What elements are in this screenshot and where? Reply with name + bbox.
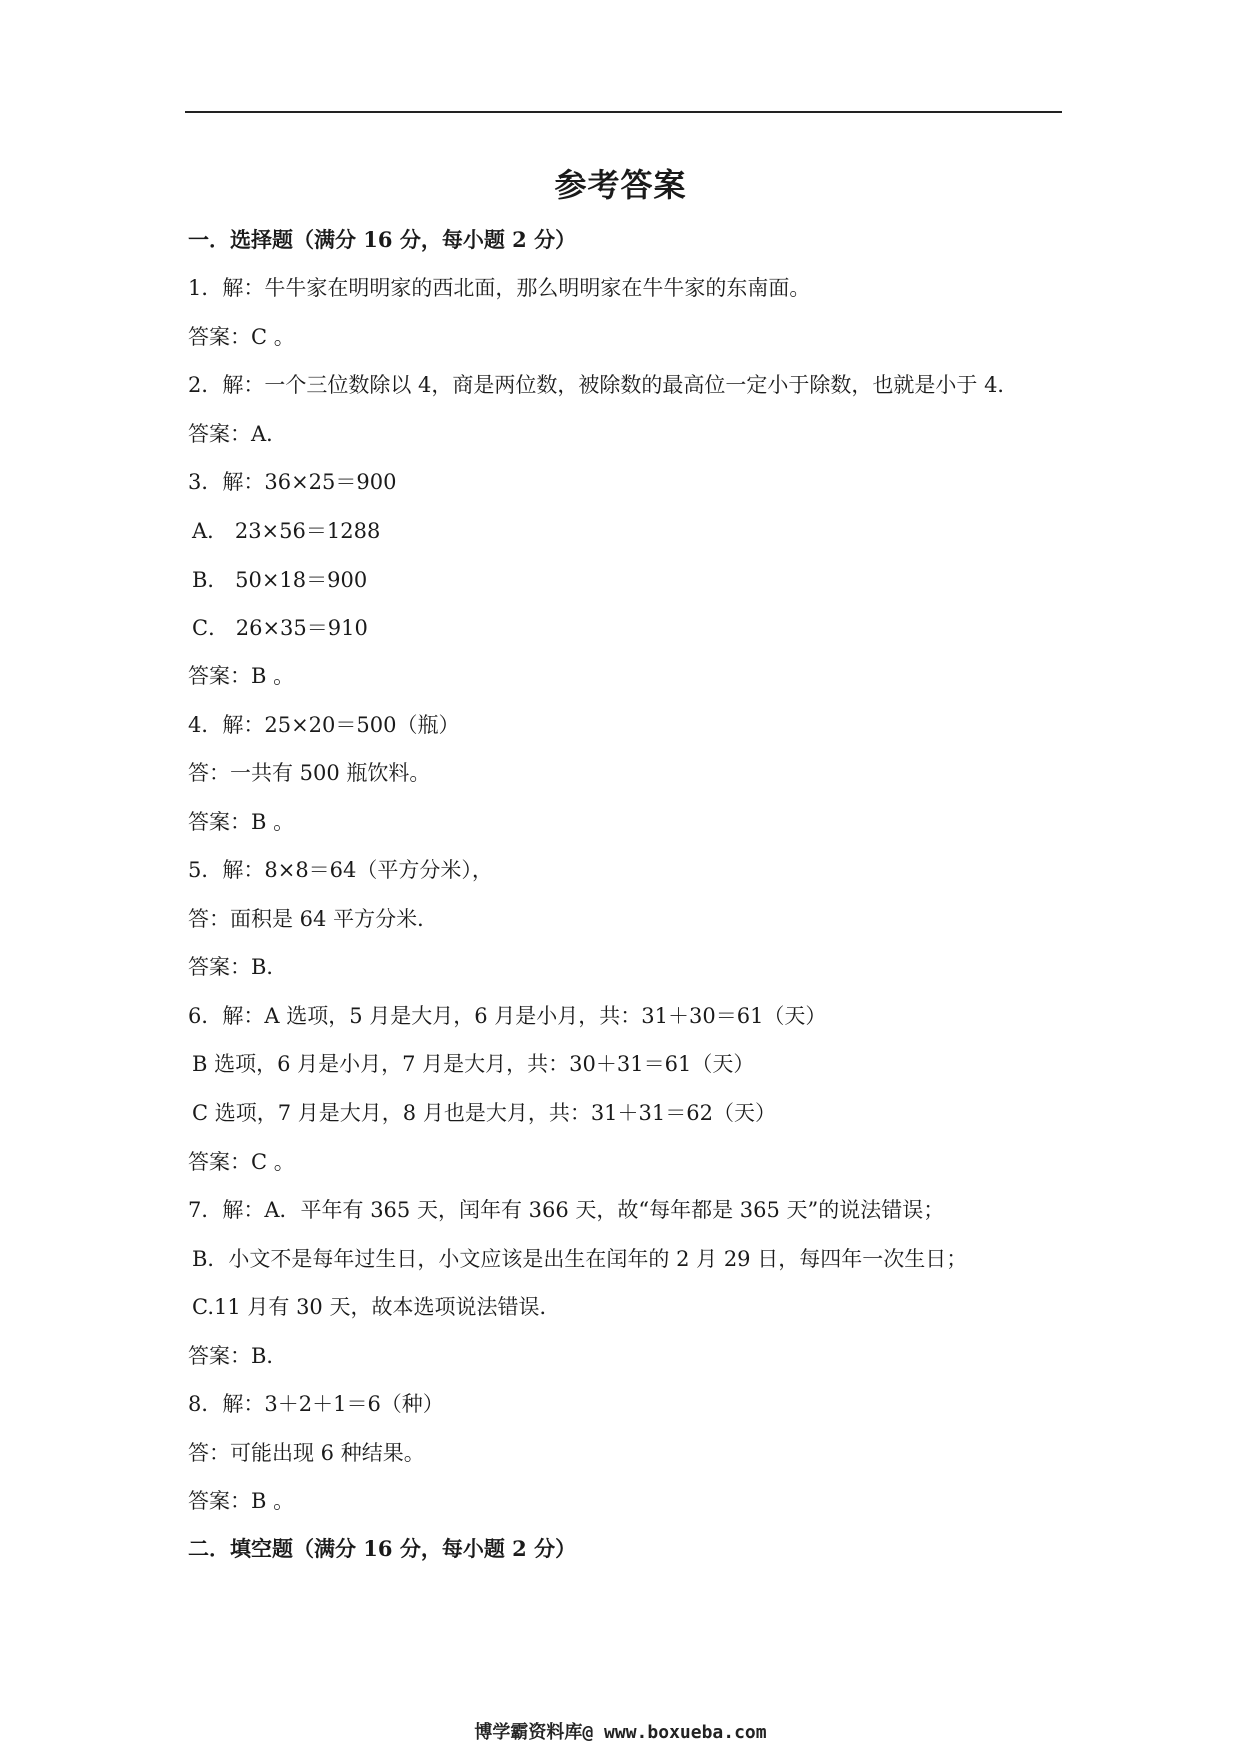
section-heading-fill: 二．填空题（满分 16 分，每小题 2 分） bbox=[188, 1536, 577, 1561]
answer-line: C． 26×35＝910 bbox=[192, 616, 368, 640]
answer-line: 2．解：一个三位数除以 4，商是两位数，被除数的最高位一定小于除数，也就是小于 4． bbox=[188, 373, 1019, 397]
answer-line: 6．解：A 选项，5 月是大月，6 月是小月，共：31＋30＝61（天） bbox=[188, 1004, 827, 1028]
answer-line: 答：面积是 64 平方分米． bbox=[188, 907, 439, 931]
answer-line: 答：一共有 500 瓶饮料。 bbox=[188, 761, 431, 785]
answer-line: 答案：C 。 bbox=[188, 1150, 295, 1174]
answer-line: B． 50×18＝900 bbox=[192, 568, 368, 592]
page-title: 参考答案 bbox=[554, 166, 687, 204]
header-rule bbox=[185, 111, 1062, 113]
answer-line: 答案：C 。 bbox=[188, 325, 295, 349]
answer-line: A． 23×56＝1288 bbox=[192, 519, 381, 543]
answer-line: 答案：B． bbox=[188, 955, 288, 979]
answer-line: B 选项，6 月是小月，7 月是大月，共：30＋31＝61（天） bbox=[192, 1052, 755, 1076]
answer-line: C.11 月有 30 天，故本选项说法错误． bbox=[192, 1295, 561, 1319]
answer-line: 1．解：牛牛家在明明家的西北面，那么明明家在牛牛家的东南面。 bbox=[188, 276, 811, 300]
answer-line: 答案：A． bbox=[188, 422, 288, 446]
answer-line: 7．解：A．平年有 365 天，闰年有 366 天，故“每年都是 365 天”的说法错误； bbox=[188, 1198, 945, 1222]
answer-line: 5．解：8×8＝64（平方分米）， bbox=[188, 858, 493, 882]
answer-line: 8．解：3＋2＋1＝6（种） bbox=[188, 1392, 444, 1416]
answer-line: 答案：B． bbox=[188, 1344, 288, 1368]
section-heading-choice: 一．选择题（满分 16 分，每小题 2 分） bbox=[188, 227, 577, 252]
answer-line: 答案：B 。 bbox=[188, 664, 295, 688]
answer-line: 3．解：36×25＝900 bbox=[188, 470, 397, 494]
answer-line: C 选项，7 月是大月，8 月也是大月，共：31＋31＝62（天） bbox=[192, 1101, 776, 1125]
footer-watermark: 博学霸资料库@ www.boxueba.com bbox=[474, 1722, 767, 1743]
answer-line: 答：可能出现 6 种结果。 bbox=[188, 1441, 425, 1465]
answer-line: 4．解：25×20＝500（瓶） bbox=[188, 713, 460, 737]
answer-line: 答案：B 。 bbox=[188, 1489, 295, 1513]
answer-line: 答案：B 。 bbox=[188, 810, 295, 834]
answer-line: B．小文不是每年过生日，小文应该是出生在闰年的 2 月 29 日，每四年一次生日； bbox=[192, 1247, 968, 1271]
